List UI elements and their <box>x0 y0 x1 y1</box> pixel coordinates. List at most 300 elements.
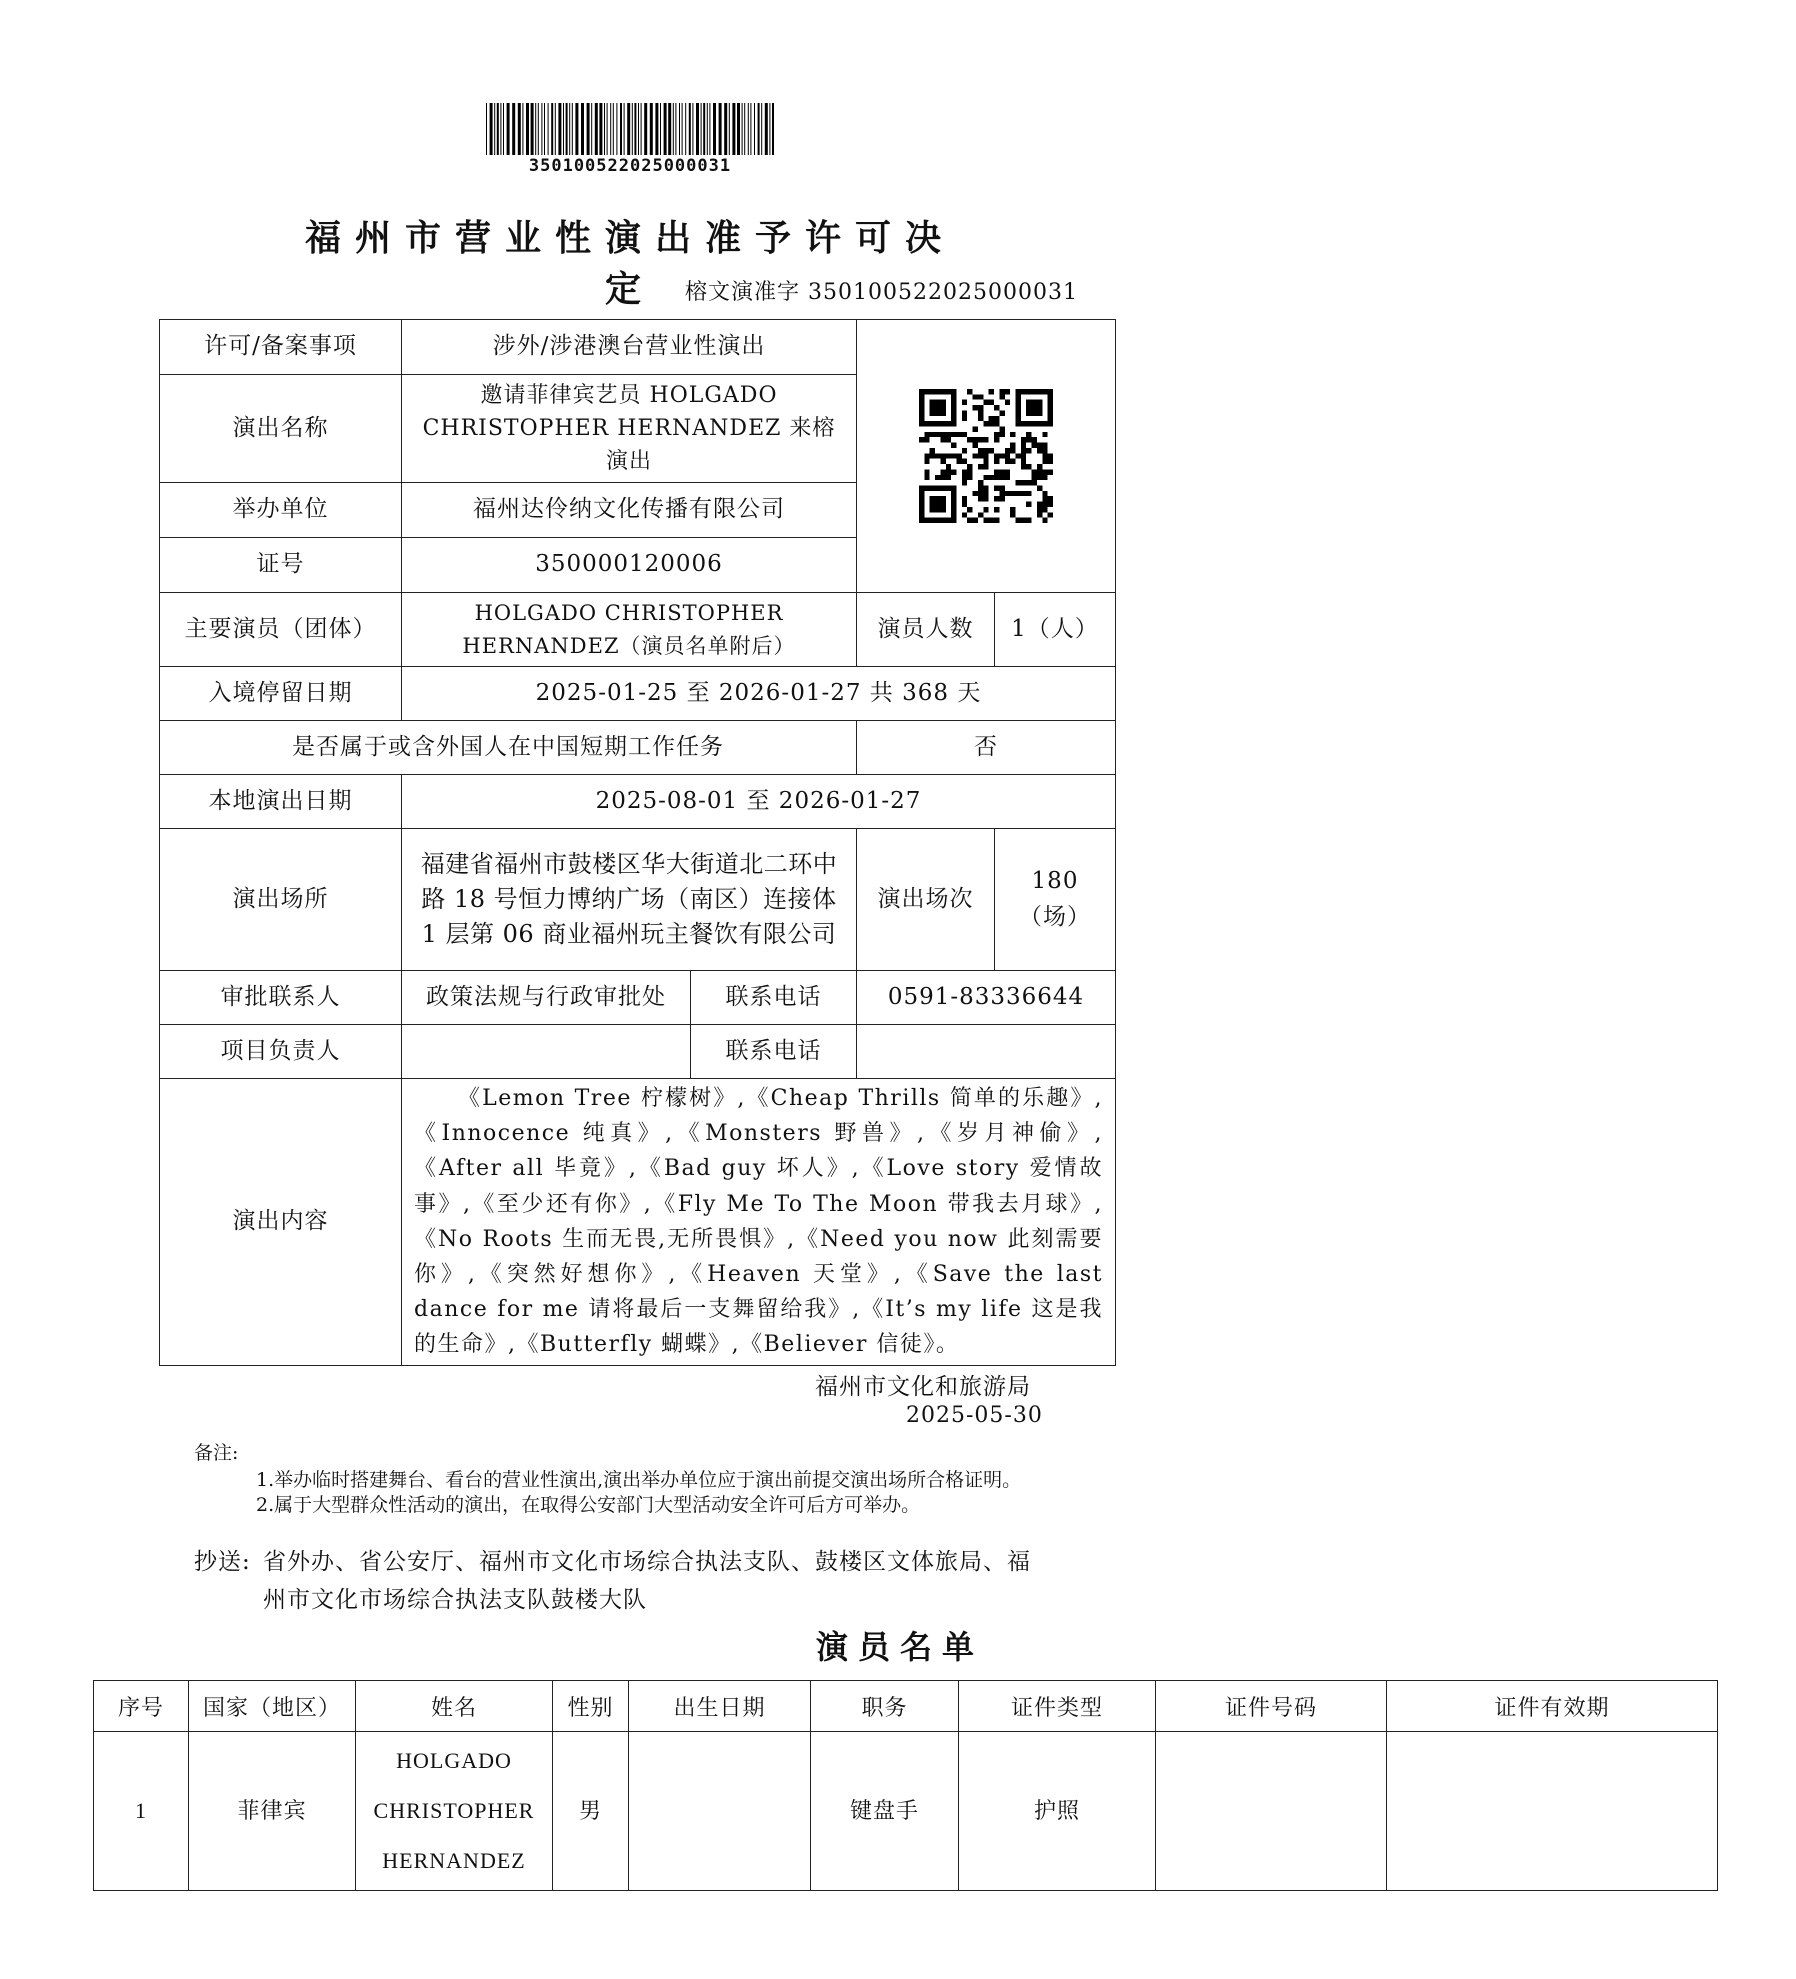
qr-module <box>924 453 929 458</box>
content-label: 演出内容 <box>160 1079 402 1366</box>
qr-module <box>1021 518 1026 523</box>
project-lead-label: 项目负责人 <box>160 1025 402 1079</box>
barcode-bar <box>709 103 710 155</box>
qr-module <box>1010 507 1015 512</box>
qr-module <box>924 459 929 464</box>
roster-row <box>94 1732 1718 1891</box>
qr-module <box>962 480 967 485</box>
roster-table <box>93 1680 1718 1891</box>
qr-module <box>983 491 988 496</box>
barcode-bar <box>624 103 625 155</box>
qr-module <box>973 437 978 442</box>
barcode-bar <box>503 103 504 155</box>
qr-module <box>978 485 983 490</box>
barcode-bar <box>518 103 521 155</box>
qr-module <box>924 469 929 474</box>
qr-module <box>994 485 999 490</box>
qr-module <box>989 400 994 405</box>
barcode-bar <box>685 103 686 155</box>
qr-module <box>962 400 967 405</box>
qr-module <box>994 432 999 437</box>
qr-module <box>946 437 951 442</box>
barcode-bar <box>765 103 768 155</box>
qr-module <box>967 469 972 474</box>
barcode-bar <box>627 103 630 155</box>
qr-module <box>967 507 972 512</box>
qr-module <box>999 496 1004 501</box>
qr-module <box>999 485 1004 490</box>
barcode-bar <box>634 103 636 155</box>
barcode-bar <box>742 103 743 155</box>
roster-country: 菲律宾 <box>189 1732 356 1891</box>
barcode-bar <box>692 103 693 155</box>
qr-module <box>930 496 946 512</box>
qr-module <box>962 448 967 453</box>
qr-module <box>1015 453 1020 458</box>
qr-module <box>967 475 972 480</box>
qr-module <box>994 475 999 480</box>
qr-module <box>1026 518 1031 523</box>
qr-module <box>973 427 978 432</box>
barcode-bar <box>724 103 727 155</box>
barcode-bar <box>591 103 592 155</box>
sessions-label: 演出场次 <box>857 829 995 971</box>
qr-module <box>978 512 983 517</box>
barcode-bar <box>675 103 676 155</box>
qr-module <box>1015 480 1020 485</box>
qr-module <box>973 394 978 399</box>
barcode-bar <box>744 103 745 155</box>
roster-name-line-3: HERNANDEZ <box>382 1848 526 1873</box>
qr-module <box>1015 518 1020 523</box>
license-value: 350000120006 <box>402 538 857 593</box>
qr-module <box>962 410 967 415</box>
barcode-bar <box>572 103 573 155</box>
barcode-bar <box>620 103 622 155</box>
barcode-bar <box>696 103 699 155</box>
qr-module <box>989 448 994 453</box>
roster-no: 1 <box>94 1732 189 1891</box>
barcode-number: 350100522025000031 <box>528 156 732 176</box>
barcode-bar <box>563 103 564 155</box>
barcode-bar <box>644 103 647 155</box>
roster-header-row <box>94 1681 1718 1732</box>
qr-module <box>940 437 945 442</box>
qr-module <box>1032 469 1037 474</box>
organizer-value: 福州达伶纳文化传播有限公司 <box>402 483 857 538</box>
qr-module <box>983 475 988 480</box>
barcode-bar <box>655 103 658 155</box>
qr-module <box>1032 437 1037 442</box>
qr-module <box>983 507 988 512</box>
qr-module <box>978 464 983 469</box>
barcode-bar <box>664 103 667 155</box>
qr-module <box>940 459 945 464</box>
qr-module <box>978 496 983 501</box>
barcode-bar <box>772 103 774 155</box>
qr-module <box>1042 518 1047 523</box>
qr-module <box>999 475 1004 480</box>
document-title: 福州市营业性演出准予许可决定 <box>304 217 955 310</box>
qr-module <box>1042 496 1047 501</box>
qr-module <box>924 475 929 480</box>
qr-module <box>1026 437 1031 442</box>
barcode-bar <box>569 103 570 155</box>
performer-count-label: 演员人数 <box>857 593 995 667</box>
barcode-bar <box>641 103 642 155</box>
qr-module <box>989 421 994 426</box>
qr-module <box>1037 507 1042 512</box>
barcode-bar <box>581 103 584 155</box>
qr-module <box>1021 448 1026 453</box>
barcode-bar <box>587 103 590 155</box>
qr-module <box>962 459 967 464</box>
barcode-bar <box>701 103 702 155</box>
barcode-bar <box>719 103 722 155</box>
barcode-bar <box>729 103 730 155</box>
qr-module <box>978 410 983 415</box>
qr-module <box>1042 432 1047 437</box>
qr-module <box>935 432 940 437</box>
barcode-bar <box>650 103 653 155</box>
roster-header-id-validity: 证件有效期 <box>1387 1681 1718 1732</box>
barcode-bar <box>638 103 639 155</box>
permit-table <box>159 319 1116 1366</box>
qr-module <box>924 432 929 437</box>
qr-module <box>978 394 983 399</box>
qr-module <box>1010 459 1015 464</box>
sessions-value: 180（场） <box>995 829 1116 971</box>
qr-module <box>930 400 946 416</box>
qr-module <box>1010 432 1015 437</box>
qr-module <box>951 432 956 437</box>
qr-module <box>1037 485 1042 490</box>
qr-module <box>983 400 988 405</box>
barcode-bar <box>551 103 553 155</box>
barcode-bar <box>732 103 735 155</box>
qr-module <box>962 416 967 421</box>
qr-module <box>946 475 951 480</box>
qr-module <box>1005 469 1010 474</box>
short-term-work-value: 否 <box>857 721 1116 775</box>
qr-module <box>1005 453 1010 458</box>
barcode-bar <box>679 103 680 155</box>
barcode-bar <box>610 103 611 155</box>
qr-module <box>978 480 983 485</box>
qr-module <box>1021 437 1026 442</box>
barcode <box>486 103 776 155</box>
barcode-bar <box>604 103 605 155</box>
qr-module <box>1021 491 1026 496</box>
qr-module <box>1048 469 1053 474</box>
organizer-label: 举办单位 <box>160 483 402 538</box>
qr-module <box>1048 496 1053 501</box>
roster-title: 演员名单 <box>815 1628 984 1666</box>
barcode-bar <box>507 103 510 155</box>
barcode-bar <box>682 103 683 155</box>
license-label: 证号 <box>160 538 402 593</box>
permit-item-value: 涉外/涉港澳台营业性演出 <box>402 320 857 375</box>
qr-module <box>1010 448 1015 453</box>
qr-module <box>1026 448 1031 453</box>
roster-header-no: 序号 <box>94 1681 189 1732</box>
qr-module <box>983 437 988 442</box>
cc-line-2: 州市文化市场综合执法支队鼓楼大队 <box>263 1587 647 1613</box>
qr-module <box>940 453 945 458</box>
qr-module <box>924 437 929 442</box>
qr-module <box>1005 389 1010 394</box>
barcode-bar <box>526 103 529 155</box>
qr-module <box>1048 502 1053 507</box>
barcode-bar <box>544 103 545 155</box>
qr-module <box>989 518 994 523</box>
qr-module <box>1042 491 1047 496</box>
qr-module <box>973 443 978 448</box>
qr-module <box>1005 459 1010 464</box>
qr-code-cell <box>857 320 1116 593</box>
barcode-bar <box>616 103 617 155</box>
barcode-bar <box>769 103 770 155</box>
qr-module <box>978 491 983 496</box>
barcode-bar <box>512 103 515 155</box>
qr-module <box>1048 453 1053 458</box>
qr-module <box>919 437 924 442</box>
barcode-bar <box>558 103 561 155</box>
qr-module <box>946 453 951 458</box>
qr-module <box>1032 480 1037 485</box>
roster-gender: 男 <box>553 1732 629 1891</box>
qr-module <box>957 432 962 437</box>
roster-header-country: 国家（地区） <box>189 1681 356 1732</box>
qr-module <box>1010 443 1015 448</box>
qr-module <box>962 469 967 474</box>
qr-module <box>951 469 956 474</box>
qr-module <box>999 469 1004 474</box>
qr-module <box>999 389 1004 394</box>
qr-module <box>989 416 994 421</box>
roster-header-role: 职务 <box>811 1681 959 1732</box>
local-dates-value: 2025-08-01 至 2026-01-27 <box>402 775 1116 829</box>
qr-module <box>983 453 988 458</box>
barcode-bar <box>607 103 608 155</box>
qr-module <box>994 496 999 501</box>
roster-header-id-type: 证件类型 <box>959 1681 1156 1732</box>
qr-module <box>999 394 1004 399</box>
qr-module <box>1026 491 1031 496</box>
barcode-bar <box>660 103 661 155</box>
qr-module <box>1048 459 1053 464</box>
qr-code-icon <box>919 389 1053 523</box>
qr-module <box>946 432 951 437</box>
qr-module <box>1026 502 1031 507</box>
show-name-label: 演出名称 <box>160 375 402 483</box>
barcode-bar <box>486 103 487 155</box>
qr-module <box>967 389 972 394</box>
qr-module <box>994 459 999 464</box>
barcode-bar <box>613 103 614 155</box>
barcode-bar <box>522 103 523 155</box>
barcode-bar <box>737 103 740 155</box>
performers-label: 主要演员（团体） <box>160 593 402 667</box>
qr-module <box>978 416 983 421</box>
barcode-bar <box>750 103 751 155</box>
qr-module <box>946 464 951 469</box>
project-phone-label: 联系电话 <box>691 1025 857 1079</box>
qr-module <box>994 453 999 458</box>
qr-module <box>1042 469 1047 474</box>
qr-module <box>1010 512 1015 517</box>
qr-module <box>957 459 962 464</box>
roster-role: 键盘手 <box>811 1732 959 1891</box>
roster-header-gender: 性别 <box>553 1681 629 1732</box>
issuer: 福州市文化和旅游局 <box>815 1374 1031 1400</box>
qr-module <box>1042 507 1047 512</box>
qr-module <box>983 464 988 469</box>
qr-module <box>989 475 994 480</box>
qr-module <box>962 496 967 501</box>
barcode-bar <box>707 103 708 155</box>
approval-contact-label: 审批联系人 <box>160 971 402 1025</box>
qr-module <box>1021 464 1026 469</box>
qr-module <box>994 416 999 421</box>
qr-module <box>989 389 994 394</box>
barcode-bar <box>566 103 568 155</box>
barcode-bar <box>555 103 556 155</box>
qr-module <box>930 432 935 437</box>
barcode-bar <box>497 103 499 155</box>
qr-module <box>962 512 967 517</box>
qr-module <box>1026 480 1031 485</box>
qr-module <box>957 453 962 458</box>
barcode-bar <box>599 103 602 155</box>
roster-name-line-1: HOLGADO <box>396 1748 512 1773</box>
qr-module <box>994 518 999 523</box>
remark-item-1: 1.举办临时搭建舞台、看台的营业性演出,演出举办单位应于演出前提交演出场所合格证明。 <box>256 1469 1022 1491</box>
roster-id-validity <box>1387 1732 1718 1891</box>
barcode-bar <box>548 103 549 155</box>
roster-header-birth: 出生日期 <box>629 1681 811 1732</box>
project-lead-value <box>402 1025 691 1079</box>
qr-module <box>1037 502 1042 507</box>
qr-module <box>994 421 999 426</box>
content-value: 《Lemon Tree 柠檬树》,《Cheap Thrills 简单的乐趣》,《Innocence 纯真》,《Monsters 野兽》,《岁月神偷》,《After all 毕竟》,《Bad guy 坏人》,《Love story 爱情故事》,《至少还有你》,《Fly Me To The Moon 带我去月球》,《No Roots 生而无畏,无所畏惧》,《Need you now 此刻需要你》,《突然好想你》,《Heaven 天堂》,《Save the last dance for me 请将最后一支舞留给我》,《It’s my life 这是我的生命》,《Butterfly 蝴蝶》,《Believer 信徒》。 <box>402 1079 1116 1366</box>
qr-module <box>967 518 972 523</box>
barcode-bar <box>500 103 501 155</box>
barcode-bar <box>494 103 495 155</box>
qr-module <box>1042 502 1047 507</box>
qr-module <box>1037 512 1042 517</box>
barcode-bar <box>575 103 578 155</box>
barcode-bar <box>668 103 671 155</box>
document-number: 榕文演准字 350100522025000031 <box>685 280 1078 305</box>
entry-stay-label: 入境停留日期 <box>160 667 402 721</box>
qr-module <box>1037 443 1042 448</box>
qr-module <box>1042 448 1047 453</box>
barcode-bar <box>754 103 755 155</box>
qr-module <box>973 453 978 458</box>
remark-item-2: 2.属于大型群众性活动的演出，在取得公安部门大型活动安全许可后方可举办。 <box>256 1494 921 1516</box>
qr-module <box>1042 475 1047 480</box>
barcode-bar <box>595 103 598 155</box>
approval-contact-value: 政策法规与行政审批处 <box>402 971 691 1025</box>
qr-module <box>951 443 956 448</box>
approval-phone-value: 0591-83336644 <box>857 971 1116 1025</box>
qr-module <box>962 502 967 507</box>
qr-module <box>1005 491 1010 496</box>
qr-module <box>978 405 983 410</box>
roster-id-type: 护照 <box>959 1732 1156 1891</box>
qr-module <box>967 437 972 442</box>
qr-module <box>1010 491 1015 496</box>
qr-module <box>1021 459 1026 464</box>
qr-module <box>1026 464 1031 469</box>
qr-module <box>994 405 999 410</box>
qr-module <box>999 410 1004 415</box>
venue-value: 福建省福州市鼓楼区华大街道北二环中路 18 号恒力博纳广场（南区）连接体 1 层第 06 商业福州玩主餐饮有限公司 <box>402 829 857 971</box>
qr-module <box>1021 443 1026 448</box>
qr-module <box>967 464 972 469</box>
barcode-bar <box>538 103 539 155</box>
qr-module <box>994 437 999 442</box>
roster-name <box>356 1732 553 1891</box>
qr-module <box>962 432 967 437</box>
qr-module <box>994 469 999 474</box>
qr-module <box>1021 480 1026 485</box>
qr-module <box>1032 443 1037 448</box>
qr-module <box>1042 459 1047 464</box>
cc-line-1: 省外办、省公安厅、福州市文化市场综合执法支队、鼓楼区文体旅局、福 <box>263 1549 1031 1575</box>
qr-module <box>962 475 967 480</box>
qr-module <box>973 518 978 523</box>
qr-module <box>973 405 978 410</box>
show-name-value: 邀请菲律宾艺员 HOLGADO CHRISTOPHER HERNANDEZ 来榕演出 <box>402 375 857 483</box>
barcode-bar <box>761 103 762 155</box>
qr-module <box>1021 453 1026 458</box>
barcode-bar <box>748 103 749 155</box>
barcode-bar <box>632 103 633 155</box>
qr-module <box>983 448 988 453</box>
qr-module <box>1037 475 1042 480</box>
qr-module <box>1042 443 1047 448</box>
remarks-label: 备注: <box>194 1442 239 1464</box>
qr-module <box>946 469 951 474</box>
barcode-bar <box>713 103 716 155</box>
cc-recipients <box>263 1543 1093 1619</box>
qr-module <box>1005 448 1010 453</box>
barcode-bar <box>541 103 542 155</box>
project-phone-value <box>857 1025 1116 1079</box>
barcode-bar <box>673 103 674 155</box>
qr-module <box>1005 400 1010 405</box>
qr-module <box>1026 432 1031 437</box>
qr-module <box>1015 491 1020 496</box>
roster-name-line-2: CHRISTOPHER <box>373 1798 535 1823</box>
venue-label: 演出场所 <box>160 829 402 971</box>
qr-module <box>1048 512 1053 517</box>
qr-module <box>978 448 983 453</box>
issue-date: 2025-05-30 <box>906 1403 1043 1428</box>
qr-module <box>930 453 935 458</box>
roster-header-id-number: 证件号码 <box>1156 1681 1387 1732</box>
roster-header-name: 姓名 <box>356 1681 553 1732</box>
qr-module <box>999 491 1004 496</box>
qr-module <box>935 475 940 480</box>
qr-module <box>999 453 1004 458</box>
qr-module <box>1026 400 1042 416</box>
qr-module <box>1037 469 1042 474</box>
qr-module <box>1037 464 1042 469</box>
performer-count-value: 1（人） <box>995 593 1116 667</box>
